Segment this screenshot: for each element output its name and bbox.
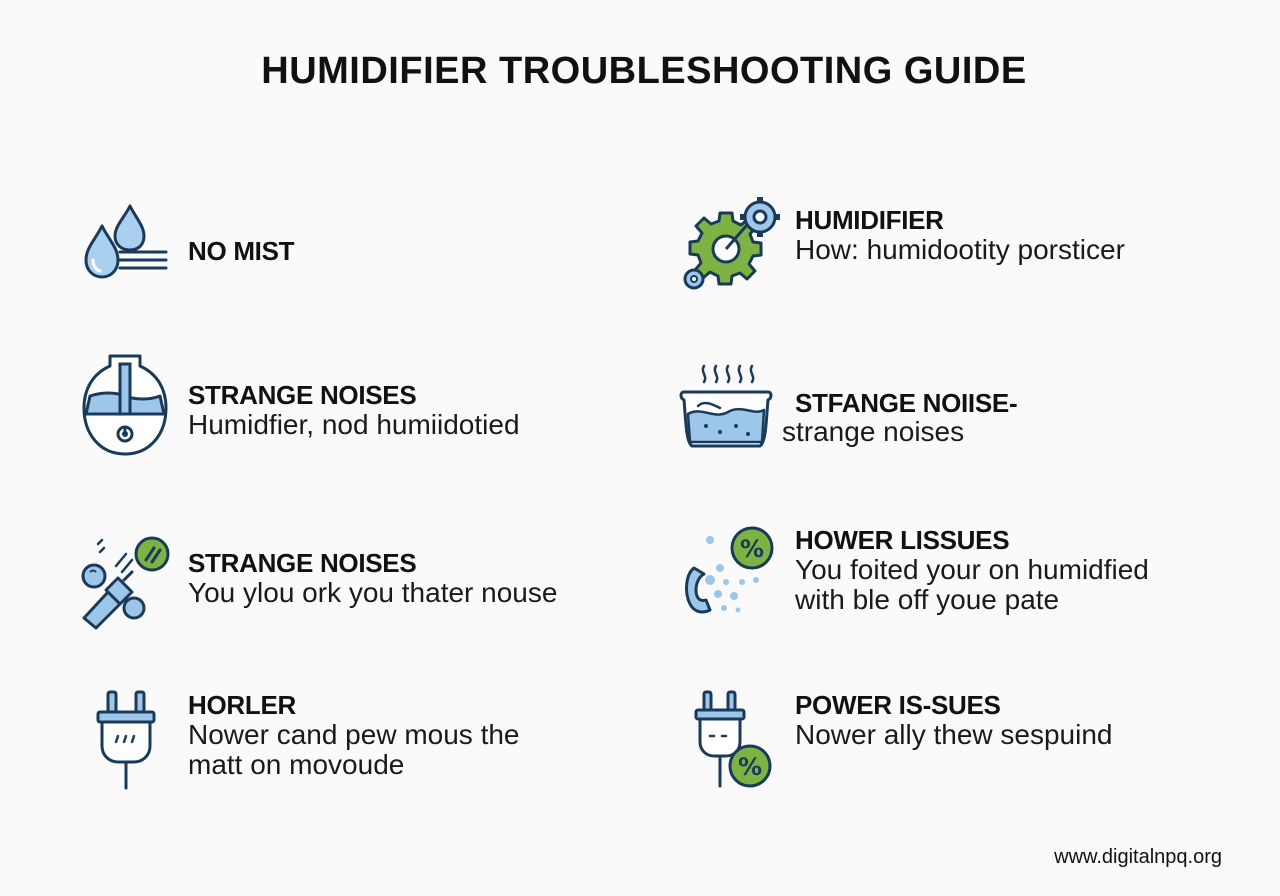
item-heading: STRANGE NOISES: [188, 548, 417, 578]
humidifier-icon: [80, 352, 170, 458]
item-description: You ylou ork you thater nouse: [188, 577, 558, 608]
item-description: Humidfier, nod humiidotied: [188, 409, 520, 440]
item-heading: HOWER LISSUES: [795, 525, 1010, 555]
water-drops-icon: [80, 200, 170, 284]
footer-url: www.digitalnpq.org: [1054, 846, 1222, 868]
item-heading: NO MIST: [188, 236, 295, 266]
item-description: matt on movoude: [188, 749, 405, 780]
item-description: Nower cand pew mous the: [188, 719, 520, 750]
item-heading: STRANGE NOISES: [188, 380, 417, 410]
item-heading: HUMIDIFIER: [795, 205, 944, 235]
broken-plug-icon: [78, 530, 178, 630]
item-description: Nower ally thew sespuind: [795, 719, 1113, 750]
steaming-water-tank-icon: [676, 362, 776, 452]
item-description: You foited your on humidfied: [795, 554, 1149, 585]
item-heading: STFANGE NOIISE-: [795, 388, 1018, 418]
item-heading: POWER IS-SUES: [795, 690, 1001, 720]
item-description: strange noises: [782, 416, 965, 447]
svg-text:%: %: [739, 535, 765, 563]
water-percent-icon: [680, 520, 780, 620]
item-description: with ble off youe pate: [795, 584, 1060, 615]
item-heading: HORLER: [188, 690, 296, 720]
item-description: How: humidootity porsticer: [795, 234, 1125, 265]
gears-icon: [680, 195, 780, 295]
power-plug-icon: [94, 690, 160, 792]
page-title: HUMIDIFIER TROUBLESHOOTING GUIDE: [261, 50, 1027, 92]
svg-text:%: %: [737, 753, 763, 781]
plug-percent-icon: [692, 690, 776, 792]
